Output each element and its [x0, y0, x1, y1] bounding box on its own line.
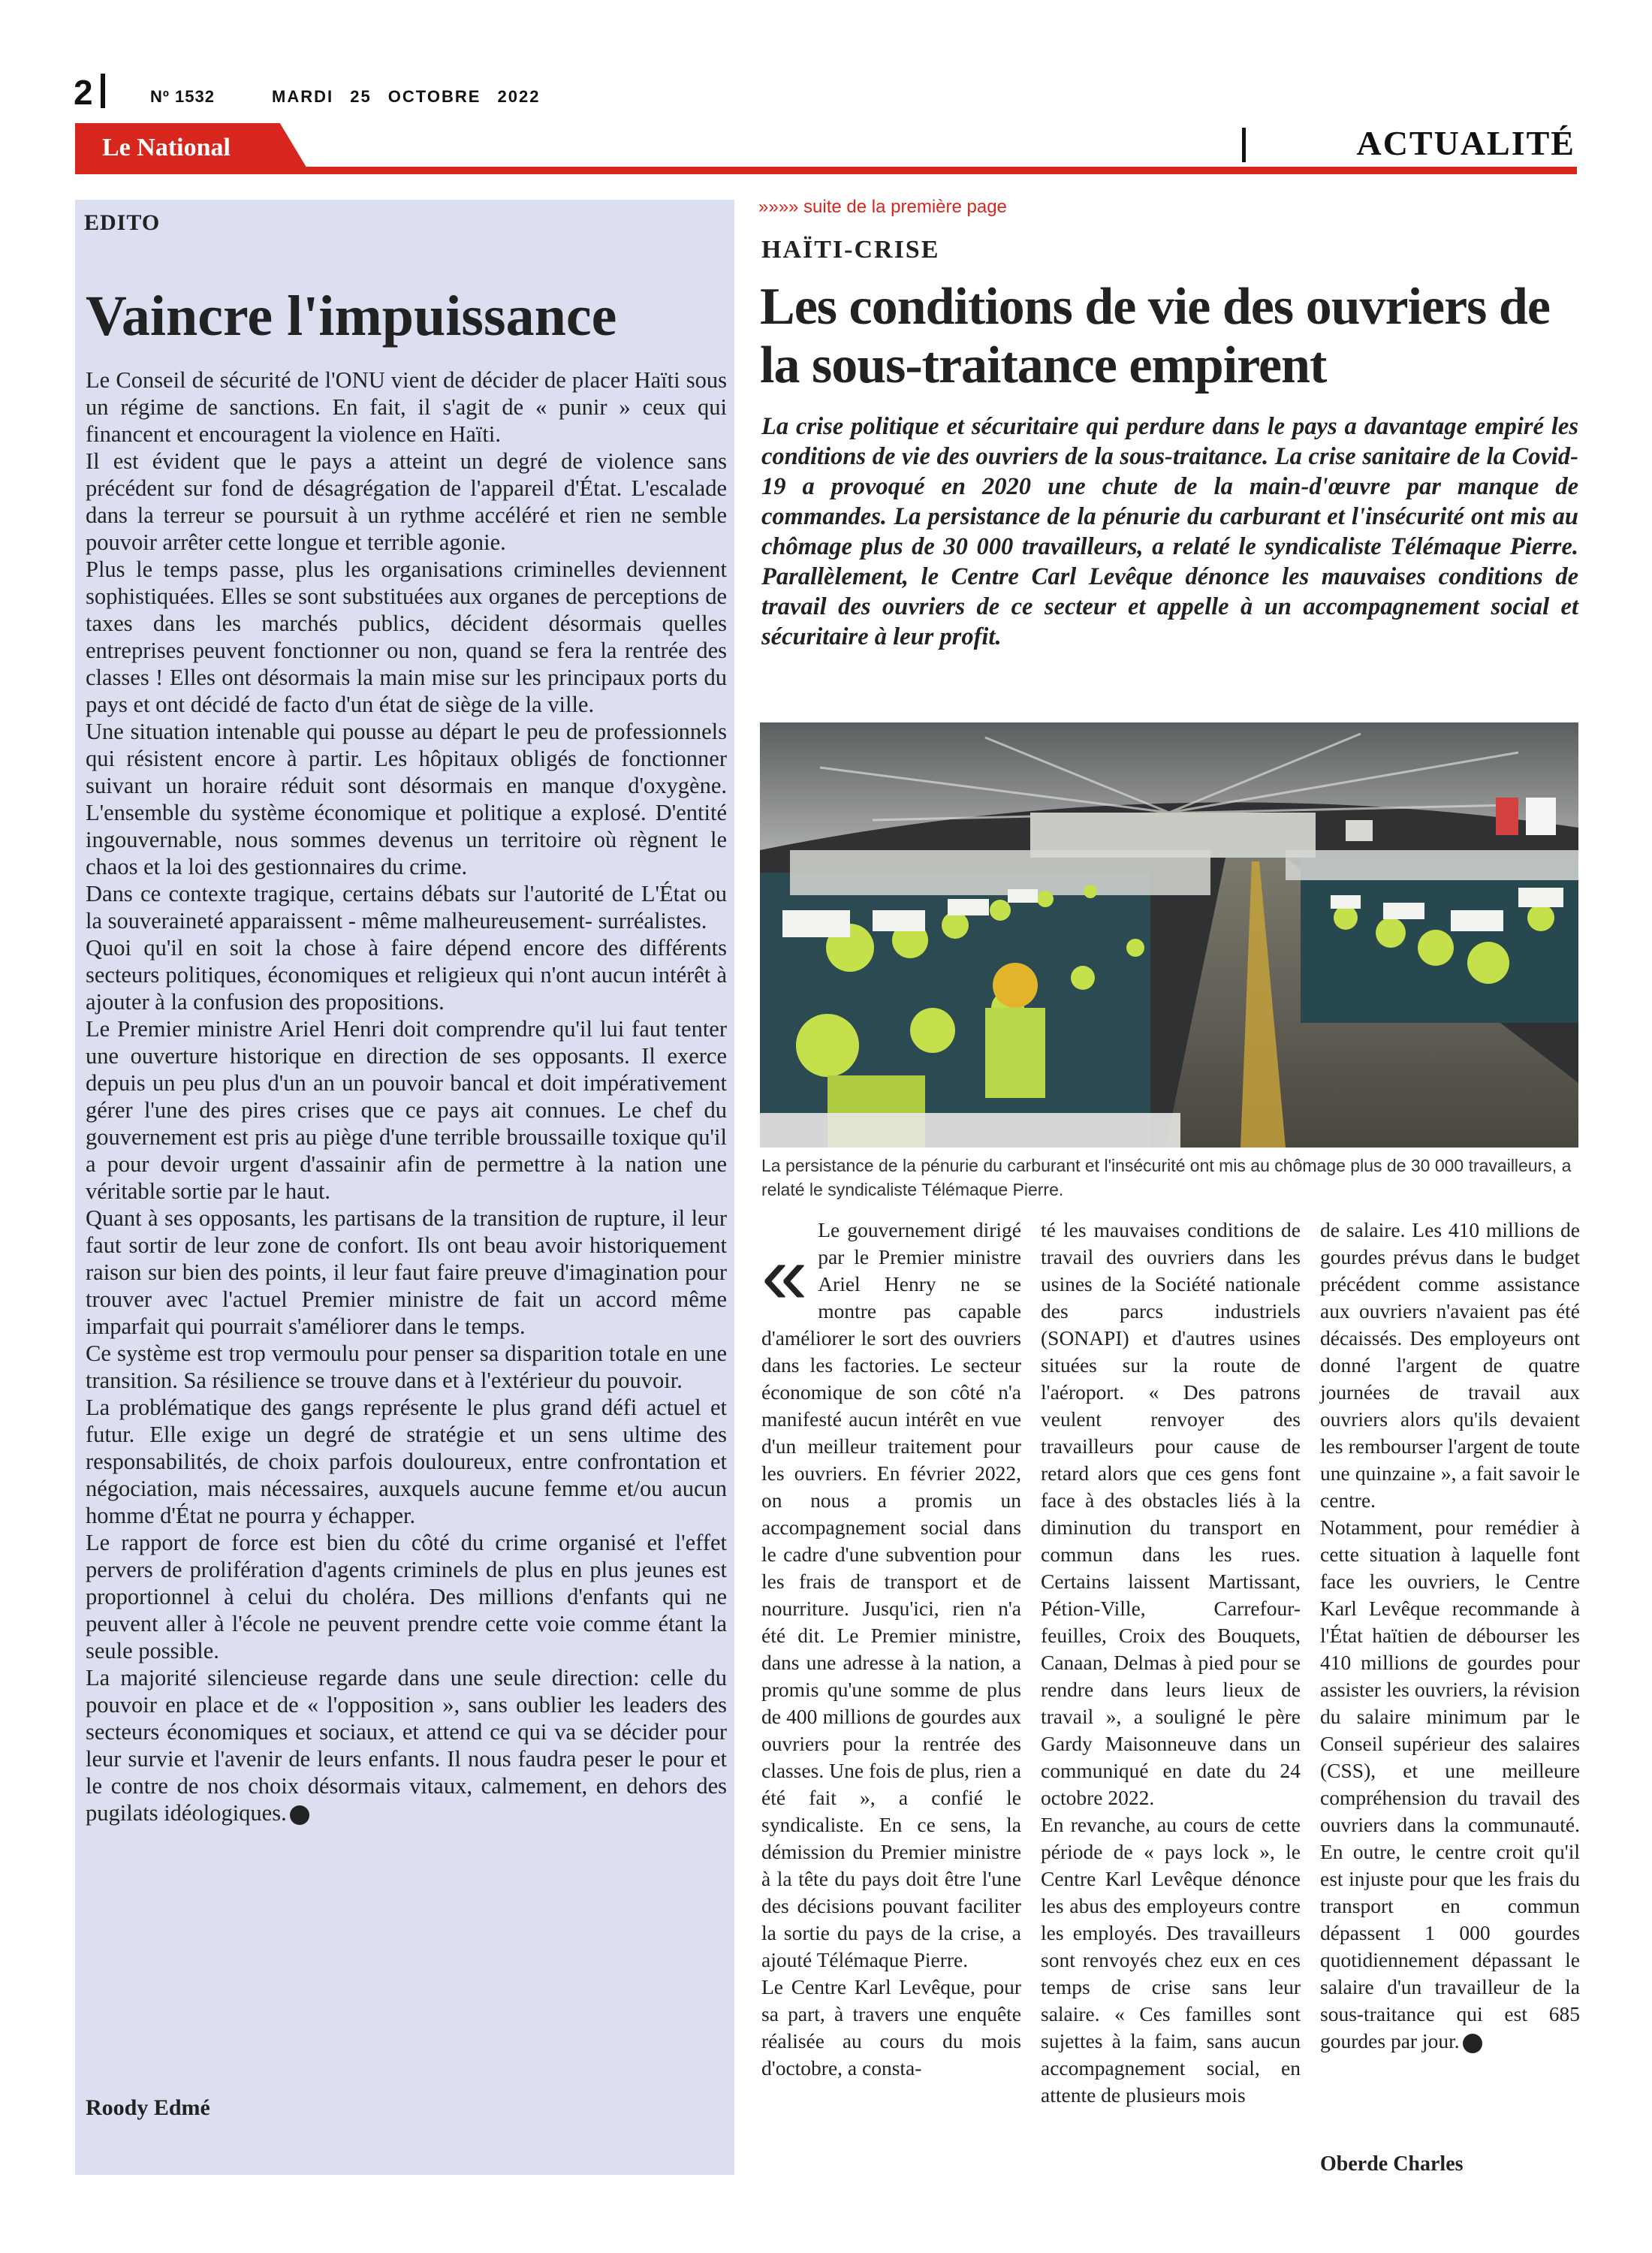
- edito-paragraph: Plus le temps passe, plus les organisations criminelles deviennent sophistiquées. Elles se sont substituées aux organes de perceptions de taxes dans les marchés publics, décident désormais quelles entreprises peuvent fonctionner ou non, quand se fera la rentrée des classes ! Elles ont désormais la main mise sur les principaux ports du pays et ont décidé de facto d'un état de siège de la ville.: [86, 556, 727, 717]
- photo-caption: La persistance de la pénurie du carburant et l'insécurité ont mis au chômage plus de 30 000 travailleurs, a relaté le syndicaliste Télémaque Pierre.: [761, 1156, 1572, 1199]
- end-of-article-icon: [1463, 2034, 1482, 2053]
- section-title: ACTUALITÉ: [1356, 124, 1575, 162]
- edito-paragraph-text: La majorité silencieuse regarde dans une seule direction: celle du pouvoir en place et de « l'opposition », sans oublier les leaders des secteurs économiques et sociaux, et attend ce qui va se décider pour leur survie et l'avenir de leurs enfants. Il nous faudra peser le pour et le contre de nos choix désormais vitaux, calmement, en dehors des pugilats idéologiques.: [86, 1665, 727, 1826]
- edito-paragraph: [86, 1664, 727, 1826]
- article-column-2: [1041, 1217, 1301, 2109]
- article-paragraph: Le Centre Karl Levêque, pour sa part, à travers une enquête réalisée au cours du mois d'octobre, a consta-: [761, 1975, 1021, 2080]
- section-divider: [1242, 128, 1246, 162]
- page-number-divider: [101, 74, 105, 108]
- issue-number: Nº 1532: [150, 87, 215, 106]
- factory-photo: [760, 722, 1578, 1148]
- article-column-3: [1320, 1217, 1580, 2055]
- factory-photo-illustration: [760, 722, 1578, 1148]
- end-of-article-icon: [290, 1805, 309, 1825]
- edito-paragraph: Le Premier ministre Ariel Henri doit comprendre qu'il lui faut tenter une ouverture historique en direction de ses opposants. Il exerce depuis un peu plus d'un an un pouvoir bancal et doit impérativement gérer l'une des pires crises que ce pays ait connues. Le chef du gouvernement est pris au piège d'une terrible broussaille toxique qu'il a pour devoir urgent d'assainir afin de permettre à la nation une véritable sortie par le haut.: [86, 1016, 727, 1204]
- edito-paragraph: Quant à ses opposants, les partisans de la transition de rupture, il leur faut sortir de leur zone de confort. Ils ont beau avoir historiquement raison sur bien des points, il leur faut faire preuve d'imagination pour trouver avec l'actuel Premier ministre de fait un accord même imparfait qui pourrait s'améliorer dans le temps.: [86, 1205, 727, 1339]
- header-rule: [75, 167, 1577, 174]
- article-headline: Les conditions de vie des ouvriers de la sous-traitance empirent: [760, 278, 1550, 394]
- article-author: Oberde Charles: [1320, 2152, 1464, 2176]
- edito-body: [86, 366, 727, 1826]
- publication-name: Le National: [102, 134, 231, 161]
- article-column-1: [761, 1217, 1021, 2082]
- quote-mark-icon: «: [761, 1229, 808, 1321]
- article-lede: La crise politique et sécuritaire qui perdure dans le pays a davantage empiré les conditions de vie des ouvriers de la sous-traitance. La crise sanitaire de la Covid-19 a provoqué en 2020 une chute de la main-d'œuvre par manque de commandes. La persistance de la pénurie du carburant et l'insécurité ont mis au chômage plus de 30 000 travailleurs, a relaté le syndicaliste Télémaque Pierre. Parallèlement, le Centre Carl Levêque dénonce les mauvaises conditions de travail des ouvriers de ce secteur et appelle à un accompagnement social et sécuritaire à leur profit.: [761, 413, 1578, 650]
- article-paragraph: de salaire. Les 410 millions de gourdes prévus dans le budget précédent comme assistance aux ouvriers n'avaient pas été décaissés. Des employeurs ont donné l'argent de quatre journées de travail aux ouvriers alors qu'ils devaient les rembourser l'argent de toute une quinzaine », a fait savoir le centre.: [1320, 1218, 1580, 1512]
- edito-paragraph: La problématique des gangs représente le plus grand défi actuel et futur. Elle exige un degré de stratégie et un sens ultime des responsabilités, de choix parfois douloureux, entre confrontation et négociation, mais nécessaires, auxquels aucune femme et/ou aucun homme d'État ne pourra y échapper.: [86, 1395, 727, 1528]
- page-number: 2: [74, 73, 93, 112]
- edito-paragraph: Le Conseil de sécurité de l'ONU vient de décider de placer Haïti sous un régime de sanctions. En fait, il s'agit de « punir » ceux qui financent et encouragent la violence en Haïti.: [86, 367, 727, 447]
- edito-author: Roody Edmé: [86, 2095, 210, 2120]
- article-paragraph: té les mauvaises conditions de travail des ouvriers dans les usines de la Société nationale des parcs industriels (SONAPI) et d'autres usines situées sur la route de l'aéroport. « Des patrons veulent renvoyer des travailleurs pour cause de retard alors que ces gens font face à des obstacles liés à la diminution du transport en commun dans les rues. Certains laissent Martissant, Pétion-Ville, Carrefour-feuilles, Croix des Bouquets, Canaan, Delmas à pied pour se rendre dans leurs lieux de travail », a souligné le père Gardy Maisonneuve dans un communiqué en date du 24 octobre 2022.: [1041, 1218, 1301, 1809]
- edito-paragraph: Dans ce contexte tragique, certains débats sur l'autorité de L'État ou la souveraineté apparaissent - même malheureusement- surréalistes.: [86, 881, 727, 933]
- edito-paragraph: Ce système est trop vermoulu pour penser sa disparition totale en une transition. Sa résilience se trouve dans et à l'extérieur du pouvoir.: [86, 1341, 727, 1393]
- article-kicker: HAÏTI-CRISE: [761, 236, 940, 264]
- edito-paragraph: Quoi qu'il en soit la chose à faire dépend encore des différents secteurs politiques, économiques et religieux qui n'ont aucun intérêt à ajouter à la confusion des propositions.: [86, 935, 727, 1015]
- edito-paragraph: Le rapport de force est bien du côté du crime organisé et l'effet pervers de prolifération d'agents criminels de plus en plus jeunes est proportionnel à celui du choléra. Des millions d'enfants qui ne peuvent aller à l'école ne peuvent prendre cette voie comme étant la seule possible.: [86, 1530, 727, 1663]
- continuation-link[interactable]: »»»» suite de la première page: [758, 197, 1007, 217]
- edito-title: Vaincre l'impuissance: [86, 285, 617, 348]
- issue-date: MARDI 25 OCTOBRE 2022: [272, 87, 541, 106]
- edito-paragraph: Une situation intenable qui pousse au départ le peu de professionnels qui résistent encore à partir. Les hôpitaux obligés de fonctionner suivant un horaire réduit sont désormais en manque d'oxygène. L'ensemble du système économique et politique a explosé. D'entité ingouvernable, nous sommes devenus un territoire où règnent le chaos et la loi des gestionnaires du crime.: [86, 719, 727, 879]
- article-paragraph: En revanche, au cours de cette période de « pays lock », le Centre Karl Levêque dénonce les abus des employeurs contre les employés. Des travailleurs sont renvoyés chez eux en ces temps de crise sans leur salaire. « Ces familles sont sujettes à la faim, sans aucun accompagnement social, en attente de plusieurs mois: [1041, 1813, 1301, 2107]
- article-paragraph-text: Notamment, pour remédier à cette situation à laquelle font face les ouvriers, le Centre Karl Levêque recommande à l'État haïtien de débourser les 410 millions de gourdes pour assister les ouvriers, la révision du salaire minimum par le Conseil supérieur des salaires (CSS), et une meilleure compréhension du travail des ouvriers dans la communauté. En outre, le centre croit qu'il est injuste pour que les frais du transport en commun dépassent 1 000 gourdes quotidiennement dépassant le salaire d'un travailleur de la sous-traitance qui est 685 gourdes par jour.: [1320, 1516, 1580, 2052]
- edito-paragraph: Il est évident que le pays a atteint un degré de violence sans précédent sur fond de désagrégation de l'appareil d'État. L'escalade dans la terreur se poursuit à un rythme accéléré et rien ne semble pouvoir arrêter cette longue et terrible agonie.: [86, 448, 727, 555]
- article-paragraph: Le gouvernement dirigé par le Premier ministre Ariel Henry ne se montre pas capable d'améliorer le sort des ouvriers dans les factories. Le secteur économique de son côté n'a manifesté aucun intérêt en vue d'un meilleur traitement pour les ouvriers. En février 2022, on nous a promis un accompagnement social dans le cadre d'une subvention pour les frais de transport et de nourriture. Jusqu'ici, rien n'a été dit. Le Premier ministre, dans une adresse à la nation, a promis qu'une somme de plus de 400 millions de gourdes aux ouvriers pour la rentrée des classes. Une fois de plus, rien a été fait », a confié le syndicaliste. En ce sens, la démission du Premier ministre à la tête du pays doit être l'une des décisions pouvant faciliter la sortie du pays de la crise, a ajouté Télémaque Pierre.: [761, 1218, 1021, 1971]
- edito-label: EDITO: [84, 210, 161, 235]
- article-paragraph: [1320, 1514, 1580, 2055]
